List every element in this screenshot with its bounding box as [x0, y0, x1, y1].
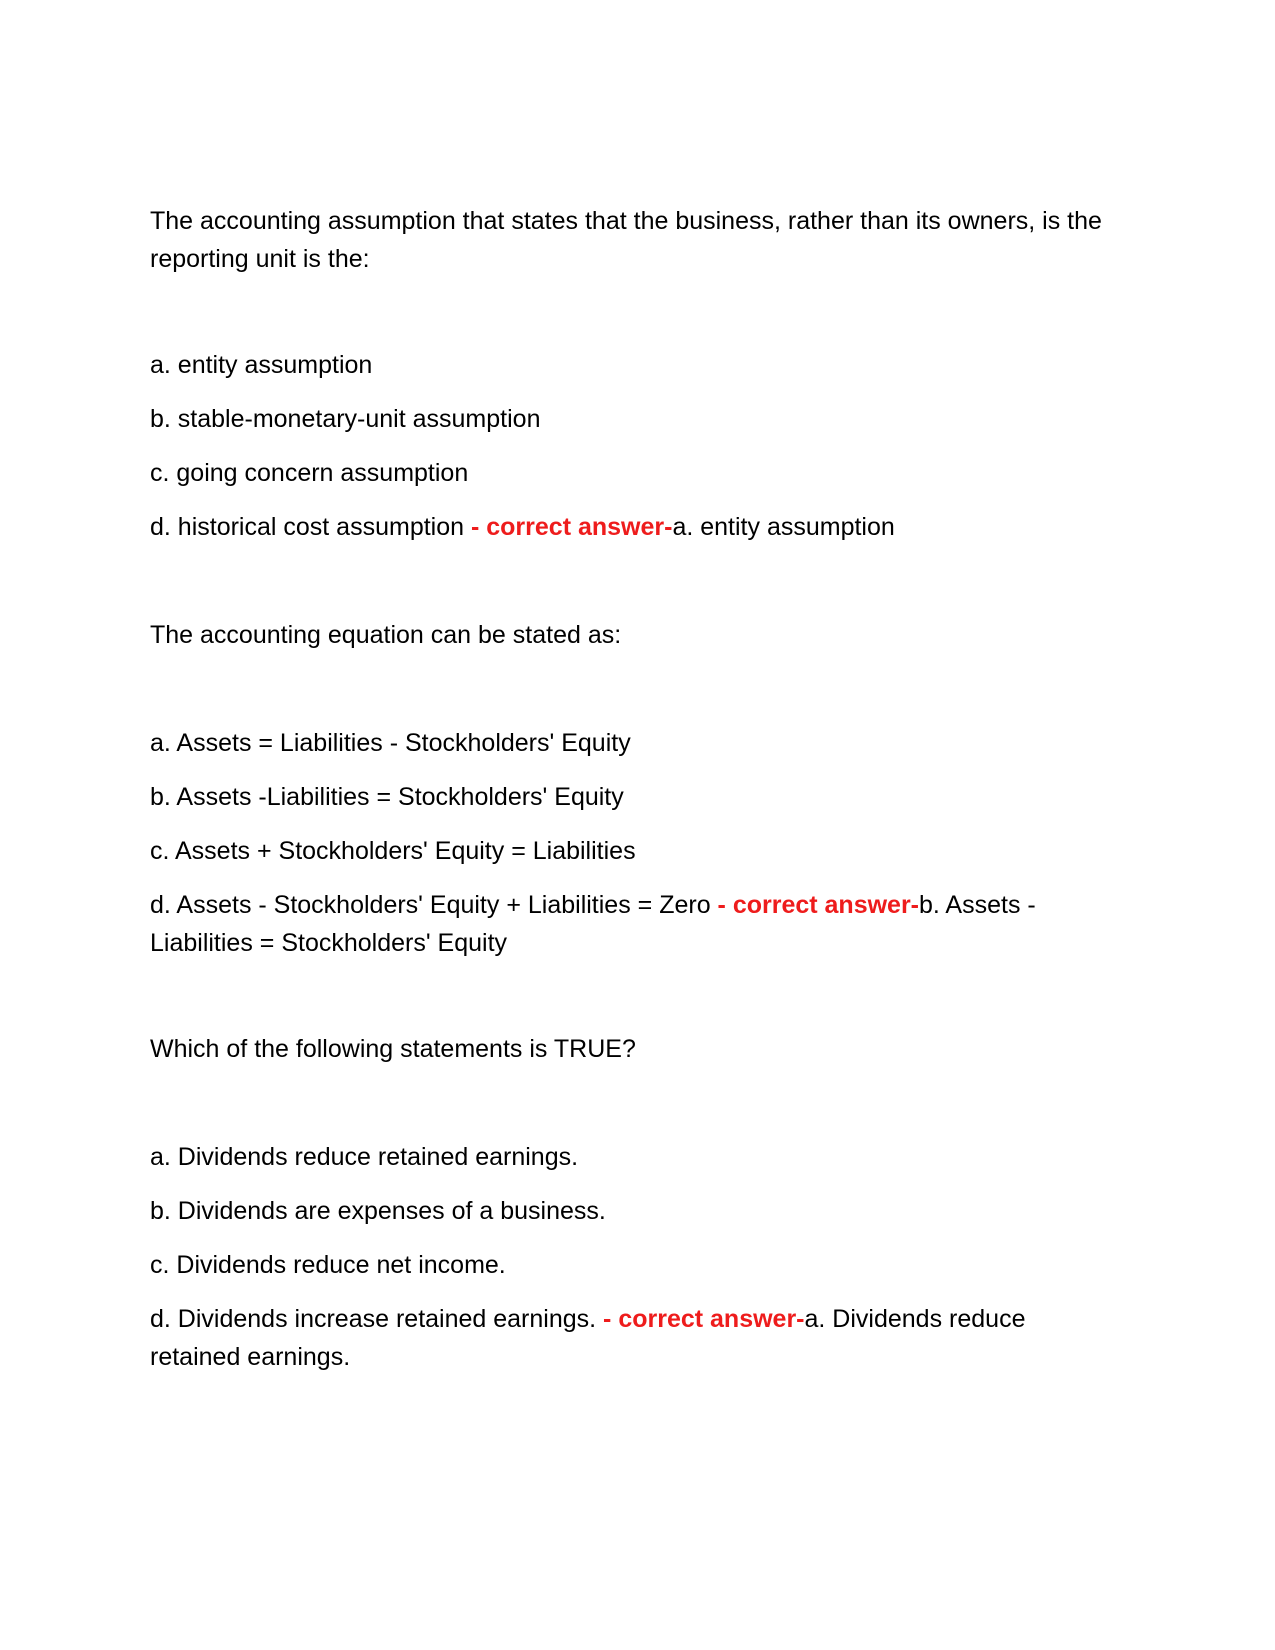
question-1-option-b: b. stable-monetary-unit assumption — [150, 405, 541, 433]
question-3-answer: a. Dividends reduce retained earnings. — [150, 1305, 1026, 1371]
question-3-option-d-line — [150, 1300, 1110, 1376]
question-1-stem: The accounting assumption that states that the business, rather than its owners, is the reporting unit is the: — [150, 207, 1102, 273]
question-1-answer-marker: - correct answer- — [470, 513, 673, 541]
question-2-option-d-line — [150, 886, 1110, 962]
question-2-answer-marker: - correct answer- — [717, 891, 920, 919]
question-3-answer-marker: - correct answer- — [603, 1305, 805, 1333]
question-2-option-b: b. Assets -Liabilities = Stockholders' Equity — [150, 783, 624, 811]
question-1-answer: a. entity assumption — [672, 513, 895, 541]
question-2-stem: The accounting equation can be stated as: — [150, 621, 622, 649]
question-3-stem: Which of the following statements is TRUE? — [150, 1035, 636, 1063]
question-2-option-d: d. Assets - Stockholders' Equity + Liabilities = Zero — [150, 891, 718, 919]
question-2-answer: b. Assets - Liabilities = Stockholders' Equity — [150, 891, 1036, 957]
question-3-option-c: c. Dividends reduce net income. — [150, 1251, 506, 1279]
question-1-option-c: c. going concern assumption — [150, 459, 469, 487]
question-1-option-d-line — [150, 508, 1110, 546]
question-3-option-a: a. Dividends reduce retained earnings. — [150, 1143, 579, 1171]
question-2-option-a: a. Assets = Liabilities - Stockholders' Equity — [150, 729, 631, 757]
question-1-option-d: d. historical cost assumption — [150, 513, 471, 541]
question-3-option-b: b. Dividends are expenses of a business. — [150, 1197, 606, 1225]
question-1-option-a: a. entity assumption — [150, 351, 373, 379]
question-3-option-d: d. Dividends increase retained earnings. — [150, 1305, 604, 1333]
question-2-option-c: c. Assets + Stockholders' Equity = Liabilities — [150, 837, 636, 865]
